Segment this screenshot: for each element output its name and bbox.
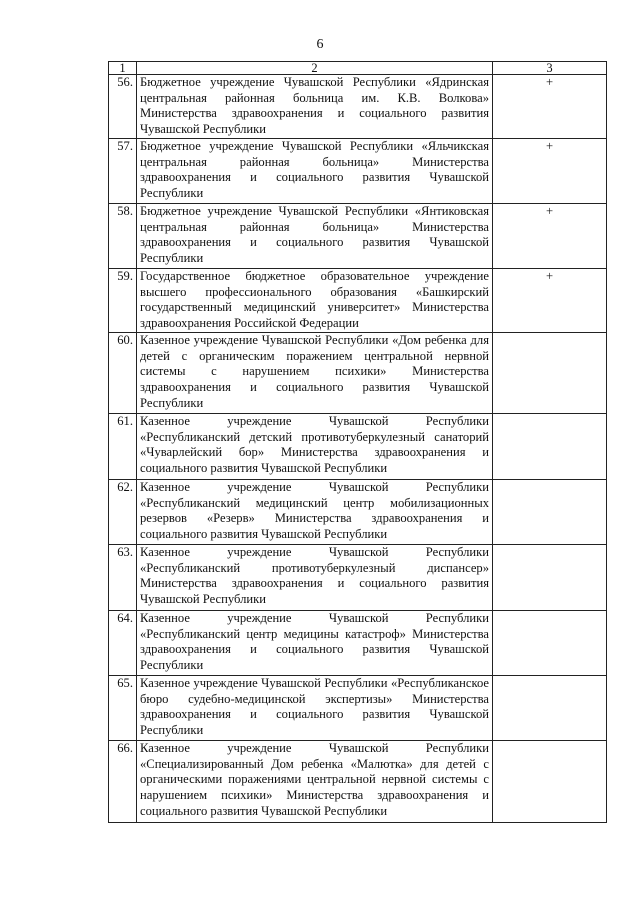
institution-name: Казенное учреждение Чувашской Республики «Республиканский противотуберкулезный диспансер» Министерства здравоохранения и социального развития Чувашской Республики xyxy=(137,544,493,610)
institutions-table xyxy=(108,61,607,823)
table-row xyxy=(109,203,607,268)
row-number: 56. xyxy=(109,75,137,139)
table-row xyxy=(109,332,607,413)
table-row xyxy=(109,75,607,139)
institution-name: Казенное учреждение Чувашской Республики «Республиканский детский противотуберкулезный санаторий «Чуварлейский бор» Министерства здравоохранения и социального развития Чувашской Республики xyxy=(137,413,493,479)
institution-name: Бюджетное учреждение Чувашской Республики «Янтиковская центральная районная больница» Министерства здравоохранения и социального развития Чувашской Республики xyxy=(137,203,493,268)
table-row xyxy=(109,544,607,610)
header-col-2: 2 xyxy=(137,62,493,75)
header-col-1: 1 xyxy=(109,62,137,75)
header-col-3: 3 xyxy=(493,62,607,75)
row-number: 60. xyxy=(109,332,137,413)
row-mark: + xyxy=(493,138,607,203)
table-row xyxy=(109,740,607,822)
table-header-row xyxy=(109,62,607,75)
institution-name: Казенное учреждение Чувашской Республики «Республиканское бюро судебно-медицинской экспертизы» Министерства здравоохранения и социального развития Чувашской Республики xyxy=(137,675,493,740)
row-number: 63. xyxy=(109,544,137,610)
institution-name: Бюджетное учреждение Чувашской Республики «Яльчикская центральная районная больница» Министерства здравоохранения и социального развития Чувашской Республики xyxy=(137,138,493,203)
institution-name: Казенное учреждение Чувашской Республики «Дом ребенка для детей с органическим поражением центральной нервной системы с нарушением психики» Министерства здравоохранения и социального развития Чувашской Республики xyxy=(137,332,493,413)
table-row xyxy=(109,675,607,740)
row-number: 59. xyxy=(109,268,137,332)
row-mark xyxy=(493,413,607,479)
table-row xyxy=(109,413,607,479)
table-row xyxy=(109,610,607,675)
institution-name: Бюджетное учреждение Чувашской Республики «Ядринская центральная районная больница им. К.В. Волкова» Министерства здравоохранения и социального развития Чувашской Республики xyxy=(137,75,493,139)
row-mark: + xyxy=(493,75,607,139)
row-mark: + xyxy=(493,203,607,268)
row-mark: + xyxy=(493,268,607,332)
row-number: 65. xyxy=(109,675,137,740)
row-number: 62. xyxy=(109,479,137,544)
table-row xyxy=(109,479,607,544)
institution-name: Казенное учреждение Чувашской Республики «Специализированный Дом ребенка «Малютка» для детей с органическими поражениями центральной нервной системы с нарушением психики» Министерства здравоохранения и социального развития Чувашской Республики xyxy=(137,740,493,822)
row-number: 57. xyxy=(109,138,137,203)
row-number: 58. xyxy=(109,203,137,268)
row-mark xyxy=(493,479,607,544)
row-number: 66. xyxy=(109,740,137,822)
row-mark xyxy=(493,675,607,740)
table-row xyxy=(109,138,607,203)
row-number: 61. xyxy=(109,413,137,479)
table-row xyxy=(109,268,607,332)
row-mark xyxy=(493,544,607,610)
page-number: 6 xyxy=(316,37,324,52)
institution-name: Казенное учреждение Чувашской Республики «Республиканский центр медицины катастроф» Министерства здравоохранения и социального развития Чувашской Республики xyxy=(137,610,493,675)
row-mark xyxy=(493,332,607,413)
row-number: 64. xyxy=(109,610,137,675)
row-mark xyxy=(493,740,607,822)
row-mark xyxy=(493,610,607,675)
institution-name: Государственное бюджетное образовательное учреждение высшего профессионального образования «Башкирский государственный медицинский университет» Министерства здравоохранения Российской Федерации xyxy=(137,268,493,332)
institution-name: Казенное учреждение Чувашской Республики «Республиканский медицинский центр мобилизационных резервов «Резерв» Министерства здравоохранения и социального развития Чувашской Республики xyxy=(137,479,493,544)
